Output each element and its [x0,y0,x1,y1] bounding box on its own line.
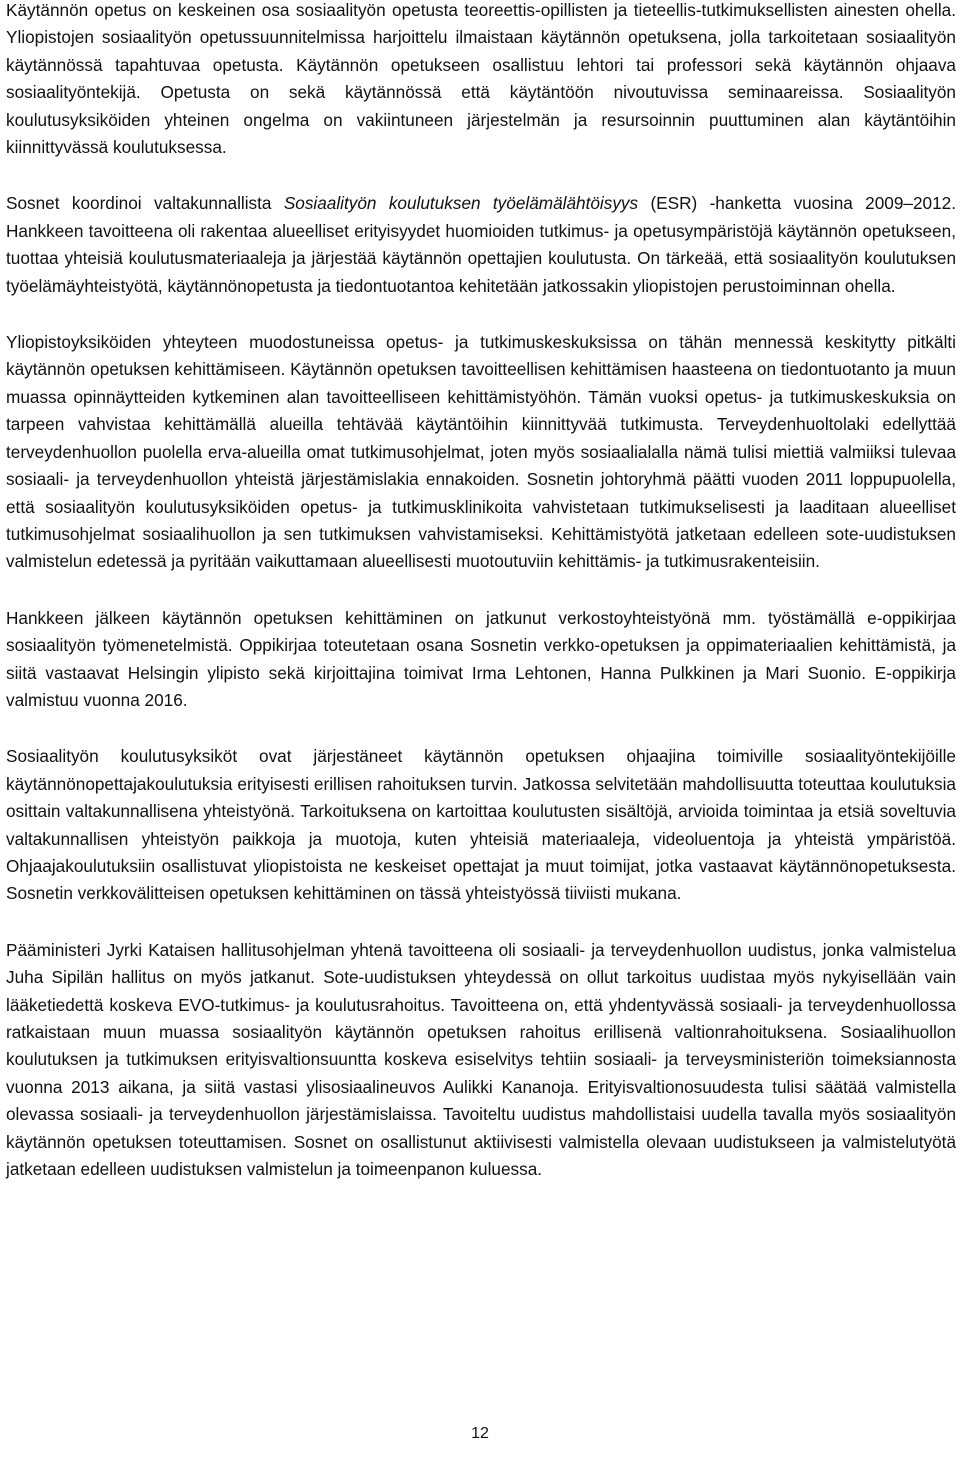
paragraph-gap [6,908,956,937]
paragraph-esr-project-rest: (ESR) -hanketta vuosina 2009–2012. Hankkeen tavoitteena oli rakentaa alueelliset erityisyydet huomioiden tutkimus- ja opetusympäristöjä käytännön opetukseen, tuottaa yhteisiä koulutusmateriaaleja ja järjestää käytännön opettajien koulutusta. On tärkeää, että sosiaalityön koulutuksen työelämäyhteistyötä, käytännönopetusta ja tiedontuotantoa kehitetään jatkossakin yliopistojen perustoiminnan ohella. [6,193,956,296]
paragraph-practical-teaching: Käytännön opetus on keskeinen osa sosiaalityön opetusta teoreettis-opillisten ja tieteellis-tutkimuksellisten ainesten ohella. Yliopistojen sosiaalityön opetussuunnitelmissa harjoittelu ilmaistaan käytännön opetuksena, jolla tarkoitetaan sosiaalityön käytännössä tapahtuvaa opetusta. Käytännön opetukseen osallistuu lehtori tai professori sekä käytännön ohjaava sosiaalityöntekijä. Opetusta on sekä käytännössä että käytäntöön nivoutuvissa seminaareissa. Sosiaalityön koulutusyksiköiden yhteinen ongelma on vakiintuneen järjestelmän ja resursoinnin puuttuminen alan käytäntöihin kiinnittyvässä koulutuksessa. [6,0,956,158]
paragraph-sote-reform: Pääministeri Jyrki Kataisen hallitusohjelman yhtenä tavoitteena oli sosiaali- ja terveydenhuollon uudistus, jonka valmistelua Juha Sipilän hallitus on myös jatkanut. Sote-uudistuksen yhteydessä on ollut tarkoitus uudistaa myös nykyisellään vain lääketiedettä koskeva EVO-tutkimus- ja koulutusrahoitus. Tavoitteena on, että yhdentyvässä sosiaali- ja terveydenhuollossa ratkaistaan muun muassa sosiaalityön käytännön opetuksen rahoitus erillisenä valtionrahoituksena. Sosiaalihuollon koulutuksen ja tutkimuksen erityisvaltionsuuntta koskeva esiselvitys tehtiin sosiaali- ja terveysministeriön toimeksiannosta vuonna 2013 aikana, ja siitä vastasi ylisosiaalineuvos Aulikki Kananoja. Erityisvaltionosuudesta tulisi säätää valmistella olevassa sosiaali- ja terveydenhuollon järjestämislaissa. Tavoiteltu uudistus mahdollistaisi uudella tavalla myös sosiaalityön käytännön opetuksen toteuttamisen. Sosnet on osallistunut aktiivisesti valmistella olevaan uudistukseen ja valmistelutyötä jatketaan edelleen uudistuksen valmistelun ja toimeenpanon kuluessa. [6,939,956,1180]
paragraph-teaching-research-centres: Yliopistoyksiköiden yhteyteen muodostuneissa opetus- ja tutkimuskeskuksissa on tähän mennessä keskitytty pitkälti käytännön opetuksen kehittämiseen. Käytännön opetuksen tavoitteellisen kehittämisen haasteena on tiedontuotanto ja muun muassa opinnäytteiden kytkeminen alan tavoitteelliseen kehittämistyöhön. Tämän vuoksi opetus- ja tutkimuskeskuksia on tarpeen vahvistaa kehittämällä alueilla tehtävää käytäntöihin kiinnittyvää tutkimusta. Terveydenhuoltolaki edellyttää terveydenhuollon puolella erva-alueilla omat tutkimusohjelmat, joten myös sosiaalialalla nämä tulisi miettiä valmiiksi tulevaa sosiaali- ja terveydenhuollon yhteistä järjestämislakia ennakoiden. Sosnetin johtoryhmä päätti vuoden 2011 loppupuolella, että sosiaalityön koulutusyksiköiden opetus- ja tutkimusklinikoita vahvistetaan tutkimukselisesti ja laaditaan alueelliset tutkimusohjelmat sosiaalihuollon ja sen tutkimuksen vahvistamiseksi. Kehittämistyötä jatketaan edelleen sote-uudistuksen valmistelun edetessä ja pyritään vaikuttamaan alueellisesti muotoutuviin kehittämis- ja tutkimusrakenteisiin. [6,332,956,572]
paragraph-gap [6,300,956,329]
paragraph-e-textbook: Hankkeen jälkeen käytännön opetuksen kehittäminen on jatkunut verkostoyhteistyönä mm. työstämällä e-oppikirjaa sosiaalityön työmenetelmistä. Oppikirjaa toteutetaan osana Sosnetin verkko-opetuksen ja oppimateriaalien kehittämistä, ja siitä vastaavat Helsingin ylipisto sekä kirjoittajina toimivat Irma Lehtonen, Hanna Pulkkinen ja Mari Suonio. E-oppikirja valmistuu vuonna 2016. [6,607,956,710]
page-number: 12 [471,1425,489,1442]
paragraph-esr-project [6,190,956,300]
document-page [6,0,956,1183]
paragraph-gap [6,714,956,743]
project-name-italic: Sosiaalityön koulutuksen työelämälähtöisyys [283,193,639,214]
paragraph-gap [6,576,956,605]
paragraph-gap [6,161,956,190]
paragraph-supervisor-training: Sosiaalityön koulutusyksiköt ovat järjestäneet käytännön opetuksen ohjaajina toimiville sosiaalityöntekijöille käytännönopettajakoulutuksia erityisesti erillisen rahoituksen turvin. Jatkossa selvitetään mahdollisuutta toteuttaa koulutuksia osittain valtakunnallisena yhteistyönä. Tarkoituksena on kartoittaa koulutusten sisältöjä, arvioida toimintaa ja etsiä soveltuvia valtakunnallisen yhteistyön paikkoja ja muotoja, kuten yhteisiä materiaaleja, videoluentoja ja yhteistä ympäristöä. Ohjaajakoulutuksiin osallistuvat yliopistoista ne keskeiset opettajat ja muut toimijat, jotka vastaavat käytännönopetuksesta. Sosnetin verkkovälitteisen opetuksen kehittäminen on tässä yhteistyössä tiiviisti mukana. [6,746,956,904]
paragraph-esr-project-lead: Sosnet koordinoi valtakunnallista [6,193,284,214]
